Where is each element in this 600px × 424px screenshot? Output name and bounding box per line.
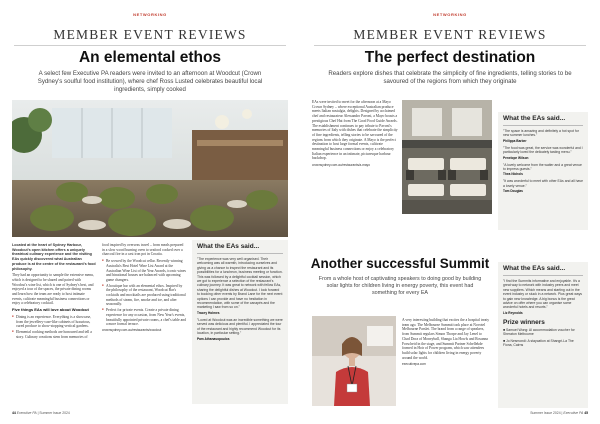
page-footer: Summer Issue 2024 | Executive PA 45: [530, 411, 588, 415]
testimonial-author: Pam Athanasopoulos: [197, 336, 230, 341]
headline: The perfect destination: [364, 49, 536, 66]
website-link[interactable]: crownsydney.com.au/restaurants/woodcut: [102, 327, 162, 332]
sidebar-title: What the EAs said...: [197, 243, 283, 254]
body-paragraph: They had an opportunity to sample the extensive menu, which is designed to be shared and paired with Woodcut's wine list, which is one of Sydney's best, and enjoyed a tour of the spaces, the private dining rooms and learn how the team are ready to host intimate events, cultivate meaningful business connections or enjoy a celebratory cocktail.: [12, 273, 94, 306]
kicker: NETWORKING: [433, 12, 467, 17]
list-item: ■ Perfect for private events. Create a private dining experience for any occasion, from New Year's events, beautifully appointed private rooms, a chef's table and a more formal terrace.: [102, 308, 186, 327]
prize-item: ■ Samuel Wong: Al accommodation voucher for Sheraton Melbourne: [503, 327, 575, 337]
divider: [314, 45, 586, 46]
standfirst: From a whole host of captivating speakers to doing good by building solar lights for children living in energy poverty, this event had something for every EA: [318, 276, 482, 296]
list-item: ■ A boutique bar with an elemental ethos. Inspired by the philosophy of the restaurant, Woodcut Bar's cocktails and mocktails are produced using traditional methods of steam, fire, smoke and ice, and after seasonally.: [102, 284, 186, 308]
magazine-name: Executive PA: [563, 411, 584, 415]
divider: [14, 45, 286, 46]
body-paragraph: A very interesting building that excites the a hospital treaty team ago. The Melbourne Summit took place at Novotel Melbourne Parslet. The brand from a range of speakers, from Summit regulars Simon Thorpe and Jay Lenel to Chad Dora of Moneyball, Shanga Lia Howls and Rosanna Forscheid in the stage, and Summit Partner Schellekde formed in Hoir of Power program, which saw attendees build solar lights for children living in energy poverty around the world.: [402, 318, 490, 360]
restaurant-photo: [12, 100, 288, 237]
ea-quotes-sidebar: [498, 112, 588, 230]
summit-speaker-photo: [312, 316, 396, 406]
website-link[interactable]: crownsydney.com.au/restaurants/a-mayo: [312, 163, 371, 168]
kicker: NETWORKING: [133, 12, 167, 17]
page-number: 45: [584, 411, 588, 415]
testimonial-quote: "The experience was very well organised. Their welcoming was all warmth, introducing ourselves and giving us a chance to inspect the restaurant and its possibilities for a luncheon, business meeting or function. This was followed by a delightful cocktail session, which we got to experience a selection of the restaurant's culinary journey. It was great to network with fellow EAs, sharing the delightful dishes at Woodcut. I look forward to booking other events by Brand Lane for the next event options I can provide and have no hesitation in recommendation, with some of the canapés and the marketing I saw from so on.": [197, 257, 283, 310]
testimonial-quote: "I find the Summits informative and enjoyable. It's a great way to network with industry peers and meet new suppliers. Which means and starting out in the event industry or stuck in a network. Plus great ways to gain new knowledge. A big bonus is the great advice on offer where you can organise some wonderful hotels and resorts.": [503, 279, 582, 310]
website-link[interactable]: executivepa.com: [402, 362, 426, 367]
body-paragraph: food inspired by overseas travel – from meals prepared in a slow wood burning oven to seafood cooked over a charcoal fire in a cast iron pot in Croatia.: [102, 243, 184, 257]
story-2-text: [402, 318, 490, 369]
standfirst: A select few Executive PA readers were invited to an afternoon at Woodcut (Crown Sydney's soulful food institution), where chef Ross Lusted celebrates beautiful local ingredients, simply cooked: [37, 70, 263, 93]
testimonial-author: Thea Nichols: [503, 172, 523, 177]
ea-quotes-sidebar: [498, 262, 588, 408]
testimonial-author: Liz Reynolds: [503, 310, 523, 315]
sidebar-title: What the EAs said...: [503, 265, 583, 276]
headline: Another successful Summit: [310, 256, 490, 271]
right-page: [300, 0, 600, 424]
page-number: 44: [12, 411, 16, 415]
testimonial-author: Tracey Holmes: [197, 310, 220, 315]
article-column-2: [102, 243, 186, 335]
list-item: ■ Be wowed by the Woodcut cellar. Recently winning Australia's Best Hotel Wine List Award at the Australian Wine List of the Year Awards, iconic wines and binational houses are balanced with upcoming game changers.: [102, 259, 186, 283]
testimonial-quote: "It was wonderful to meet with other EAs and all have a lovely venue.": [503, 179, 583, 188]
testimonial-quote: "The space is amazing and definitely a hot spot for new summer lunches.": [503, 129, 579, 138]
ea-quotes-sidebar: [192, 240, 288, 404]
body-paragraph: EAs were invited to meet for the afternoon at a Mayo Crown Sydney – where exceptional Australian produce meets Italian nostalgia, delights. Designed by acclaimed chef and restaurateur Alessandro Pavoni, a Mayo boasts a prestigious Chef Hat from The Good Food Guide Awards. The establishment continues to pay tribute to Pavoni's memories of Italy with dishes that celebrate the simplicity of fine ingredients, telling stories to be savoured of the regions from which they originate. A Mayo is the perfect destination to host large formal events, cultivate meaningful business connections or enjoy a celebratory Italian experience in an intimate, picturesque harbour backdrop.: [312, 100, 398, 161]
story-1-text: [312, 100, 398, 170]
testimonial-author: Philippa Barber: [503, 138, 527, 143]
magazine-name: Executive PA: [16, 411, 37, 415]
list-item: ■ Dining is an experience. Everything is a showcase, from the jewellery-case-like cabinets of luxurious, cured produce to show-stopping vertical gardens.: [12, 315, 96, 329]
section-heading: MEMBER EVENT REVIEWS: [353, 27, 547, 42]
article-column-1: [12, 243, 96, 340]
prize-item: ■ Jo Nesmondi: A staycation at Shangri-La The Fiona, Cairns: [503, 338, 574, 348]
intro-text: Located at the heart of Sydney Harbour, Woodcut's open kitchen offers a uniquely theatrical culinary experience and the visiting EAs quickly discovered what Australian produce is at the centre of the restaurant's food philosophy.: [12, 243, 96, 271]
dining-room-photo: [402, 100, 492, 214]
testimonial-quote: "A lovely welcome from the waiter and a great venue to impress guests.": [503, 162, 582, 172]
standfirst: Readers explore dishes that celebrate the simplicity of fine ingredients, telling stories to be savoured of the regions from which they originate: [328, 70, 572, 85]
testimonial-author: Tom Douglas: [503, 189, 523, 194]
list-heading: Five things EAs will love about Woodcut: [12, 307, 89, 313]
issue-label: Summer Issue 2024: [39, 411, 70, 415]
page-footer: 44 Executive PA | Summer Issue 2024: [12, 411, 70, 415]
list-item: ■ Elemental cooking methods are honoured and tell a story. Culinary creations stem from memories of: [12, 330, 96, 339]
prize-winners-heading: Prize winners: [503, 318, 545, 326]
section-heading: MEMBER EVENT REVIEWS: [53, 27, 247, 42]
testimonial-quote: "Loved at Woodcut was an incredible something we were served was delicious and plentiful. I appreciated the tour of the restaurant and highly recommend Woodcut for its location, in particular setting.": [197, 317, 283, 336]
testimonial-author: Penelope Wilson: [503, 155, 529, 160]
issue-label: Summer Issue 2024: [530, 411, 561, 415]
sidebar-title: What the EAs said...: [503, 115, 583, 126]
testimonial-quote: "The food was great, the service was wonderful and I particularly loved the delicately tasting menu.": [503, 145, 583, 155]
headline: An elemental ethos: [78, 49, 222, 66]
